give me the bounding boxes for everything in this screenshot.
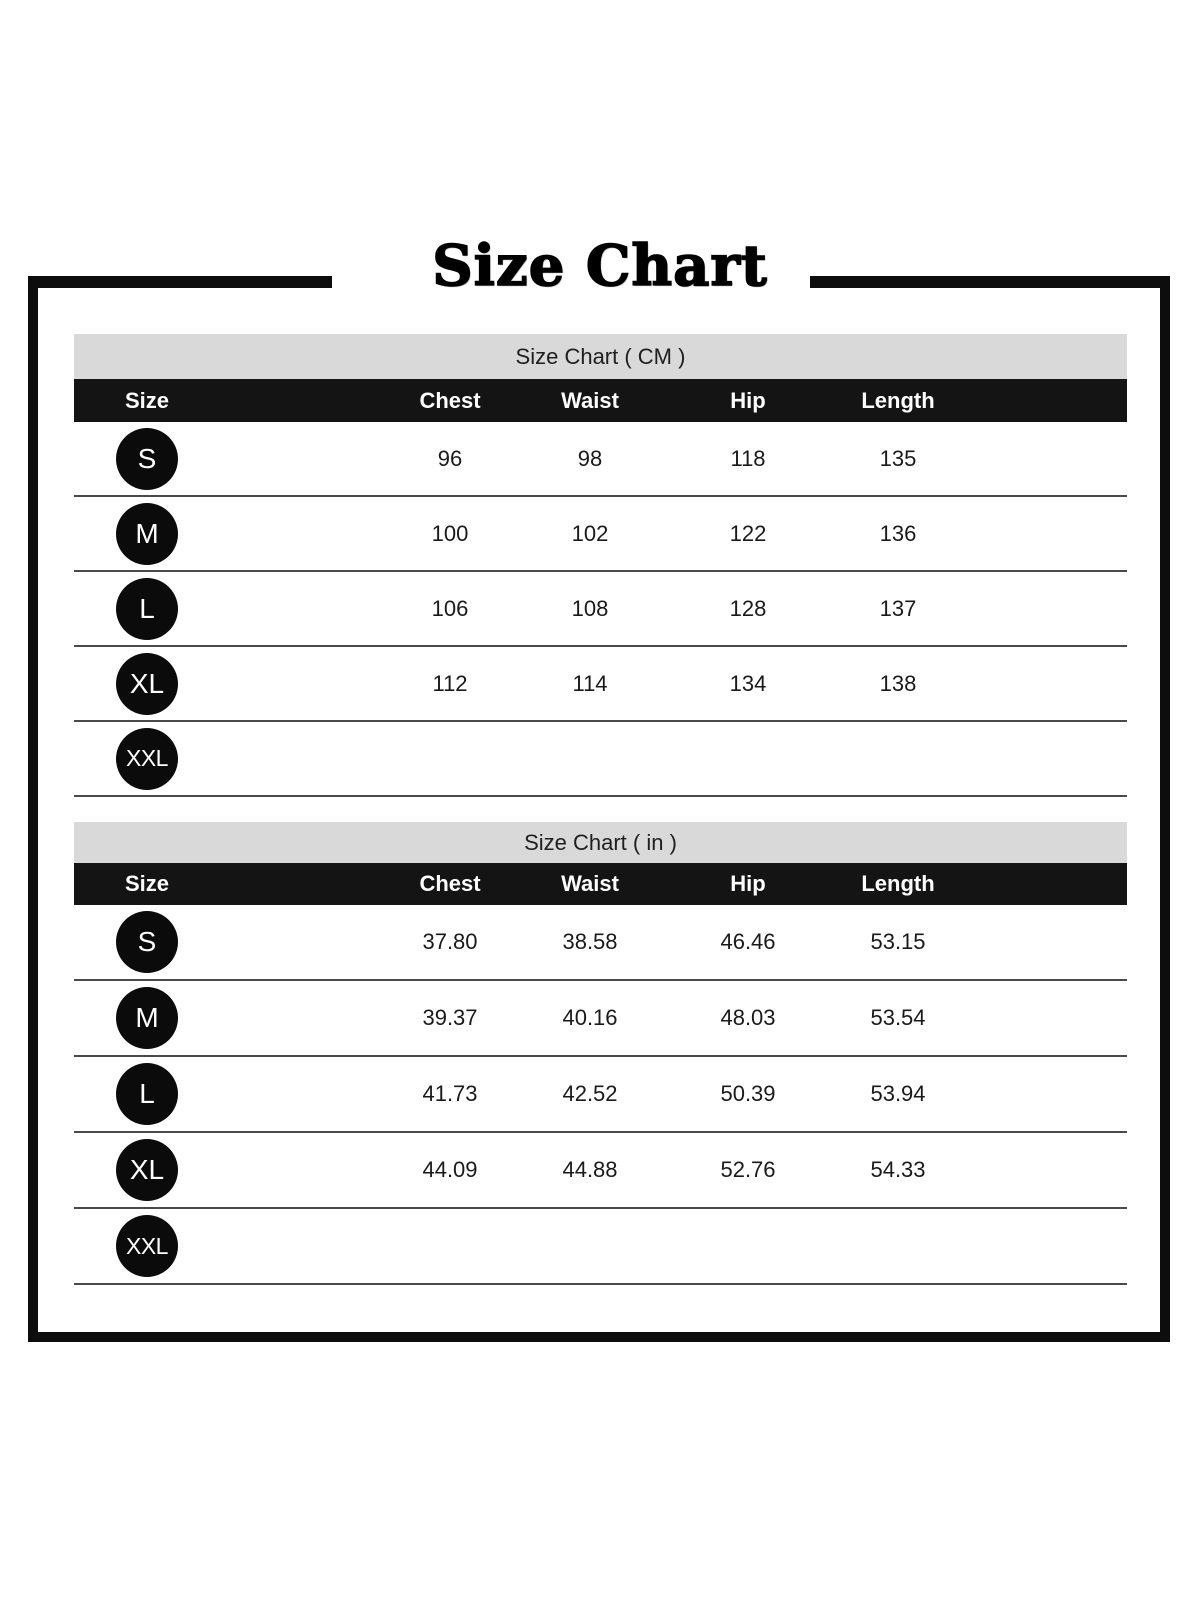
table-row-xl: [74, 647, 1127, 722]
table-row-xxl: [74, 722, 1127, 797]
size-badge-xxl: XXL: [116, 728, 178, 790]
cell-waist: 102: [571, 520, 609, 546]
cell-chest: 100: [431, 520, 469, 546]
cell-hip: 46.46: [720, 929, 776, 954]
column-header-size: Size: [124, 387, 170, 413]
cell-hip: 122: [729, 520, 767, 546]
column-header-size: Size: [124, 871, 170, 896]
cell-hip: 50.39: [720, 1081, 776, 1106]
cell-chest: 44.09: [422, 1157, 478, 1182]
cell-waist: 108: [571, 595, 609, 621]
cell-chest: 39.37: [422, 1005, 478, 1030]
cell-waist: 114: [572, 670, 608, 696]
size-badge-m: M: [116, 503, 178, 565]
table-title-cm: Size Chart ( CM ): [74, 334, 1127, 379]
size-badge-l: L: [116, 578, 178, 640]
cell-chest: 41.73: [422, 1081, 478, 1106]
size-chart-in-table: [74, 822, 1127, 1285]
table-row-m: [74, 497, 1127, 572]
table-row-s: [74, 422, 1127, 497]
size-badge-xl: XL: [116, 1139, 178, 1201]
table-header-row: [74, 379, 1127, 422]
cell-length: 54.33: [870, 1157, 926, 1182]
size-chart-cm-table: [74, 334, 1127, 797]
column-header-chest: Chest: [419, 387, 481, 413]
page-title: Size Chart: [432, 233, 768, 299]
cell-length: 53.15: [870, 929, 926, 954]
cell-waist: 42.52: [562, 1081, 618, 1106]
cell-length: 53.94: [870, 1081, 926, 1106]
cell-length: 136: [879, 520, 917, 546]
cell-waist: 44.88: [562, 1157, 618, 1182]
cell-hip: 118: [730, 445, 766, 471]
cell-chest: 37.80: [422, 929, 478, 954]
table-row-xl: [74, 1133, 1127, 1209]
cell-hip: 48.03: [720, 1005, 776, 1030]
size-badge-xl: XL: [116, 653, 178, 715]
cell-chest: 96: [437, 445, 463, 471]
cell-waist: 40.16: [562, 1005, 618, 1030]
column-header-length: Length: [861, 871, 935, 896]
cell-chest: 112: [432, 670, 468, 696]
cell-hip: 52.76: [720, 1157, 776, 1182]
column-header-hip: Hip: [730, 387, 766, 413]
table-row-l: [74, 572, 1127, 647]
cell-length: 138: [879, 670, 917, 696]
cell-hip: 128: [729, 595, 767, 621]
cell-waist: 98: [577, 445, 603, 471]
size-badge-xxl: XXL: [116, 1215, 178, 1277]
size-badge-m: M: [116, 987, 178, 1049]
table-row-s: [74, 905, 1127, 981]
column-header-waist: Waist: [561, 871, 619, 896]
table-row-l: [74, 1057, 1127, 1133]
size-badge-s: S: [116, 911, 178, 973]
column-header-length: Length: [861, 387, 935, 413]
column-header-hip: Hip: [730, 871, 766, 896]
table-row-xxl: [74, 1209, 1127, 1285]
cell-length: 135: [879, 445, 917, 471]
column-header-chest: Chest: [419, 871, 481, 896]
cell-length: 137: [879, 595, 917, 621]
table-row-m: [74, 981, 1127, 1057]
table-title-in: Size Chart ( in ): [74, 822, 1127, 863]
table-header-row: [74, 863, 1127, 905]
column-header-waist: Waist: [561, 387, 619, 413]
size-badge-s: S: [116, 428, 178, 490]
cell-chest: 106: [431, 595, 469, 621]
cell-waist: 38.58: [562, 929, 618, 954]
cell-length: 53.54: [870, 1005, 926, 1030]
cell-hip: 134: [729, 670, 767, 696]
size-badge-l: L: [116, 1063, 178, 1125]
